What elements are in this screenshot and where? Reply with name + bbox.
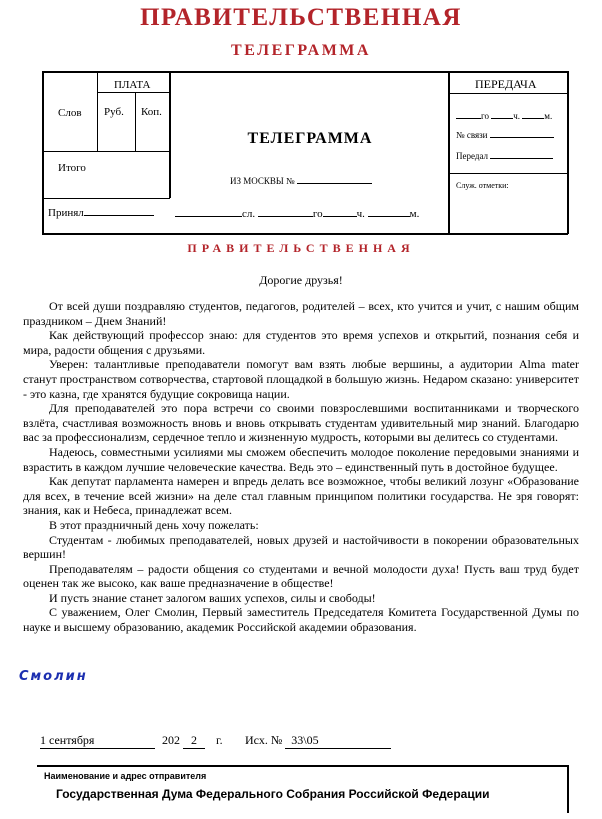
slov-divider <box>97 71 98 151</box>
left-section-divider <box>169 71 171 198</box>
slov-label: Слов <box>58 107 82 119</box>
paragraph: В этот праздничный день хочу пожелать: <box>49 517 259 532</box>
sent-time-fields: сл. го ч. м. <box>175 205 419 220</box>
paragraph: Как действующий профессор знаю: для студентов это время успехов и открытий, познания себя и мира, радости общения с друзьями. <box>23 328 579 357</box>
iz-moskvy-field: ИЗ МОСКВЫ № <box>230 174 372 186</box>
peredal-bottom-line <box>448 173 568 174</box>
sender-value: Государственная Дума Федерального Собрания Российской Федерации <box>56 787 490 801</box>
sender-right-border <box>567 765 569 813</box>
peredacha-under-line <box>448 93 568 94</box>
paragraph: Уверен: талантливые преподаватели помогут вам взять любые вершины, а аудитории Alma mater станут пространством сотворчества, стартовой площадкой в большую жизнь. Недаром сказано: университет - это казна, где хранятся будущие сокровища нации. <box>23 357 579 401</box>
slov-bottom-line <box>42 151 170 152</box>
sluzh-label: Служ. отметки: <box>456 181 509 190</box>
date-field: 1 сентября <box>40 733 155 749</box>
paragraph: С уважением, Олег Смолин, Первый заместитель Председателя Комитета Государственной Думы по науке и высшему образованию, академик Российской академии образования. <box>23 605 579 635</box>
peredacha-time-fields: го ч. м. <box>456 109 552 121</box>
plata-under-line <box>97 92 170 93</box>
year-field: 202 2 <box>162 733 205 749</box>
form-title: ТЕЛЕГРАММА <box>247 130 373 147</box>
paragraph: И пусть знание станет залогом ваших успехов, силы и свободы! <box>49 590 376 605</box>
form-right-border <box>567 71 569 234</box>
itogo-bottom-line <box>42 198 170 199</box>
form-bottom-border <box>42 233 568 235</box>
sender-top-border <box>37 765 568 767</box>
peredacha-label: ПЕРЕДАЧА <box>475 77 537 91</box>
rub-kop-divider <box>135 92 136 151</box>
form-top-border <box>42 71 568 73</box>
itogo-label: Итого <box>58 162 86 174</box>
paragraph: От всей души поздравляю студентов, педагогов, родителей – всех, кто учится и учит, с нашим общим праздником – Днем Знаний! <box>23 299 579 328</box>
banner-title: ПРАВИТЕЛЬСТВЕННАЯ <box>187 241 415 255</box>
year-suffix-g: г. <box>216 733 223 747</box>
paragraph: Как депутат парламента намерен и впредь делать все возможное, чтобы великий лозунг «Образование для всех, в течение всей жизни» на деле стал главным принципом политики государства. Не зря говорят: знания, как и Небеса, принадлежат всем. <box>23 474 579 518</box>
paragraph: Преподавателям – радости общения со студентами и вечной молодости духа! Пусть ваш труд будет оценен так же высоко, как ваше предназначение в обществе! <box>23 561 579 591</box>
paragraph: Студентам - любимых преподавателей, новых друзей и настойчивости в покорении образовательных вершин! <box>23 532 579 562</box>
prinyal-label: Принял <box>48 204 154 219</box>
sender-label: Наименование и адрес отправителя <box>44 771 207 781</box>
paragraph: Надеюсь, совместными усилиями мы сможем обеспечить молодое поколение передовыми знаниями и взрастить в каждом лучшие человеческие качества. Ведь это – единственный путь в достойное будущее. <box>23 444 579 474</box>
rub-label: Руб. <box>104 106 124 118</box>
form-left-border <box>42 71 44 234</box>
telegram-title: ПРАВИТЕЛЬСТВЕННАЯ <box>140 4 462 31</box>
peredal-field: Передал <box>456 149 553 161</box>
greeting: Дорогие друзья! <box>259 273 343 287</box>
right-section-divider <box>448 71 450 234</box>
ish-field: Исх. № 33\05 <box>245 733 391 749</box>
kop-label: Коп. <box>141 106 162 118</box>
message-body <box>23 299 579 635</box>
signature: Смолин <box>19 669 88 684</box>
paragraph: Для преподавателей это пора встречи со своими повзрослевшими воспитанниками и творческого взлёта, счастливая возможность вновь и вновь открывать студентам удивительный мир знаний. Благодарю вас за профессионализм, сердечное тепло и жизненную мудрость, которыми вы делитесь со студентами. <box>23 401 579 445</box>
plata-label: ПЛАТА <box>114 79 151 91</box>
telegram-subtitle: ТЕЛЕГРАММА <box>231 42 371 59</box>
n-svyazi-field: № связи <box>456 128 554 140</box>
